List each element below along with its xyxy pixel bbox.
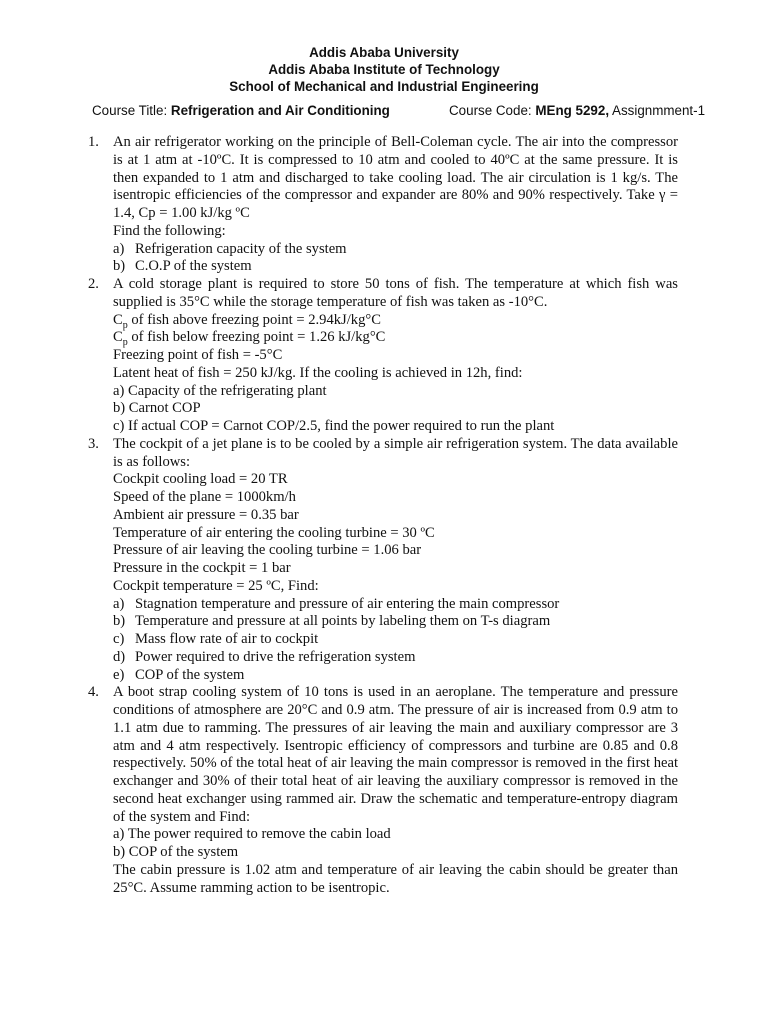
course-code-block xyxy=(449,102,705,119)
question-4 xyxy=(88,684,678,897)
course-title-value: Refrigeration and Air Conditioning xyxy=(170,103,390,118)
university-name: Addis Ababa University xyxy=(309,45,459,60)
given-data-line: Pressure in the cockpit = 1 bar xyxy=(113,560,291,576)
school-name: School of Mechanical and Industrial Engineering xyxy=(229,79,539,94)
question-3 xyxy=(88,436,678,685)
question-2 xyxy=(88,276,678,436)
question-number: 1. xyxy=(88,134,99,150)
given-data-line: Freezing point of fish = -5°C xyxy=(113,347,283,363)
given-data-line xyxy=(113,312,678,330)
sub-question: a) Capacity of the refrigerating plant xyxy=(113,382,327,399)
question-1 xyxy=(88,134,678,276)
sub-question xyxy=(113,649,678,667)
sub-question-text: Mass flow rate of air to cockpit xyxy=(135,631,319,647)
question-number: 4. xyxy=(88,684,99,701)
sub-question-text: Stagnation temperature and pressure of air entering the main compressor xyxy=(135,595,560,612)
assignment-label: Assignmment-1 xyxy=(612,103,706,118)
question-text: An air refrigerator working on the principle of Bell-Coleman cycle. The air into the compressor is at 1 atm at -10ºC. It is compressed to 10 atm and cooled to 40ºC at the same pressure. It is then expanded to 1 atm and discharged to take cooling load. The air circulation is 1 kg/s. The isentropic efficiencies of the compressor and expander are 80% and 90% respectively. Take γ = 1.4, Cp = 1.00 kJ/kg ºC xyxy=(113,134,678,221)
question-number: 2. xyxy=(88,276,99,292)
sub-question: a) The power required to remove the cabin load xyxy=(113,826,391,843)
given-data-line: Speed of the plane = 1000km/h xyxy=(113,489,296,505)
sub-question: b) Carnot COP xyxy=(113,400,201,417)
document-header xyxy=(0,44,768,95)
given-data-line: Cockpit temperature = 25 ºC, Find: xyxy=(113,577,319,594)
question-number: 3. xyxy=(88,435,99,452)
cp-symbol: C xyxy=(113,329,123,346)
course-code-value: MEng 5292, xyxy=(535,103,610,118)
sub-question-text: Temperature and pressure at all points by labeling them on T-s diagram xyxy=(135,613,551,630)
given-data-line: Pressure of air leaving the cooling turbine = 1.06 bar xyxy=(113,542,422,559)
sub-question: c) If actual COP = Carnot COP/2.5, find the power required to run the plant xyxy=(113,418,555,434)
cp-subscript: p xyxy=(122,319,128,331)
sub-question xyxy=(113,613,678,631)
sub-question-label: e) xyxy=(113,666,125,683)
sub-question-text: COP of the system xyxy=(135,666,245,683)
sub-question-text: Power required to drive the refrigeration system xyxy=(135,648,416,665)
sub-question-label: b) xyxy=(113,258,126,275)
sub-question xyxy=(113,596,678,614)
sub-question xyxy=(113,258,678,276)
sub-question xyxy=(113,241,678,259)
cp-subscript: p xyxy=(122,337,128,349)
cp-below-text: of fish below freezing point = 1.26 kJ/kg°C xyxy=(127,329,386,346)
sub-question-label: b) xyxy=(113,613,126,630)
course-info-row xyxy=(92,102,768,119)
sub-question xyxy=(113,631,678,649)
question-list xyxy=(88,134,678,897)
sub-question xyxy=(113,667,678,685)
question-text: A cold storage plant is required to store 50 tons of fish. The temperature at which fish was supplied is 35°C while the storage temperature of fish was taken as -10°C. xyxy=(113,276,678,310)
sub-question: b) COP of the system xyxy=(113,844,239,860)
question-instruction: Find the following: xyxy=(113,222,226,239)
question-closing-text: The cabin pressure is 1.02 atm and temperature of air leaving the cabin should be greater than 25°C. Assume ramming action to be isentropic. xyxy=(113,861,678,896)
given-data-line: Temperature of air entering the cooling turbine = 30 ºC xyxy=(113,524,435,541)
sub-question-label: a) xyxy=(113,595,125,612)
sub-question-label: c) xyxy=(113,631,125,647)
given-data-line: Latent heat of fish = 250 kJ/kg. If the cooling is achieved in 12h, find: xyxy=(113,364,523,381)
cp-symbol: C xyxy=(113,311,123,328)
sub-question-text: C.O.P of the system xyxy=(135,258,252,275)
question-text: The cockpit of a jet plane is to be cooled by a simple air refrigeration system. The data available is as follows: xyxy=(113,435,678,470)
sub-question-label: a) xyxy=(113,240,125,257)
given-data-line: Cockpit cooling load = 20 TR xyxy=(113,471,288,488)
given-data-line: Ambient air pressure = 0.35 bar xyxy=(113,506,299,523)
question-text: A boot strap cooling system of 10 tons is used in an aeroplane. The temperature and pressure conditions of atmosphere are 20°C and 0.9 atm. The pressure of air is increased from 0.9 atm to 1.1 atm due to ramming. The pressures of air leaving the main and auxiliary compressor are 3 atm and 4 atm respectively. Isentropic efficiency of compressors and turbine are 0.85 and 0.8 respectively. 50% of the total heat of air leaving the main compressor is removed in the first heat exchanger and 30% of their total heat of air leaving the auxiliary compressor is removed in the second heat exchanger using rammed air. Draw the schematic and temperature-entropy diagram of the system and Find: xyxy=(113,684,678,825)
course-title-label: Course Title: xyxy=(92,103,168,118)
sub-question-text: Refrigeration capacity of the system xyxy=(135,240,347,257)
cp-above-text: of fish above freezing point = 2.94kJ/kg°C xyxy=(127,311,381,328)
given-data-line xyxy=(113,329,678,347)
course-code-label: Course Code: xyxy=(449,103,532,118)
institute-name: Addis Ababa Institute of Technology xyxy=(268,62,500,77)
sub-question-label: d) xyxy=(113,648,126,665)
